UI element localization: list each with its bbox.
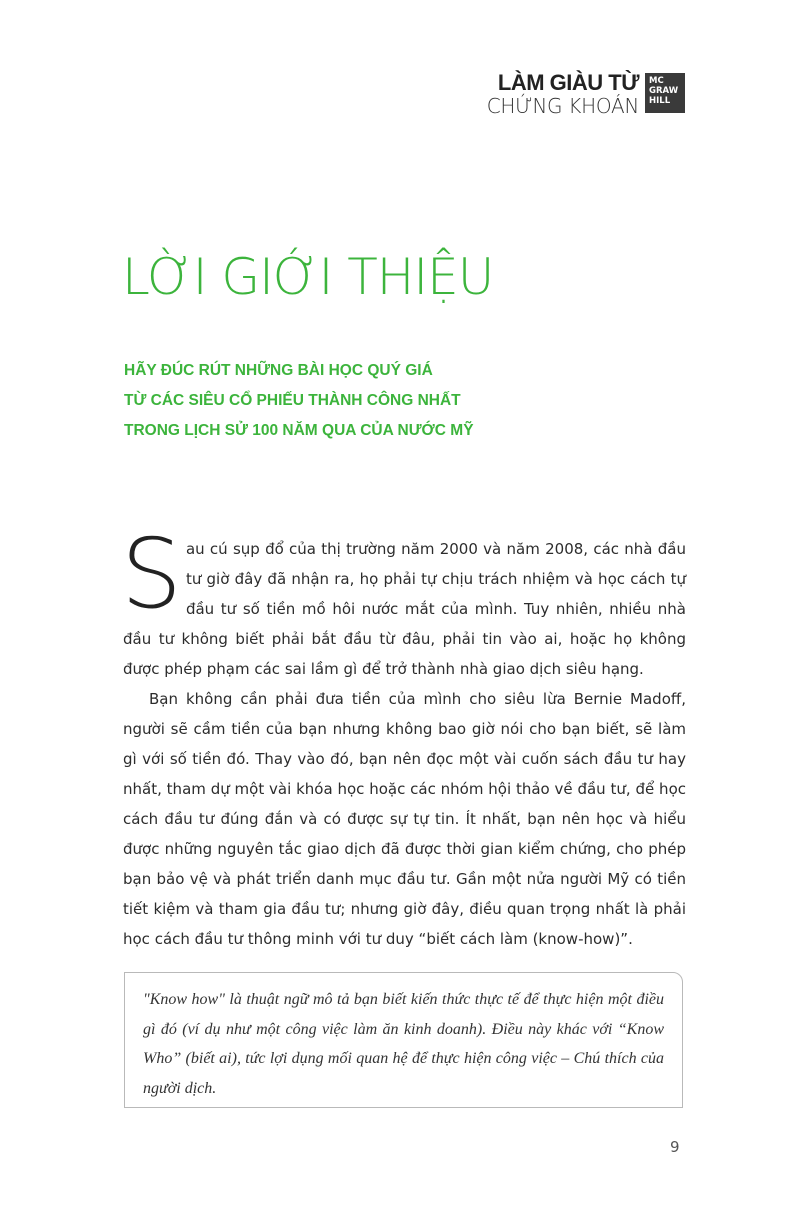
page-number: 9: [670, 1138, 680, 1156]
logo-line: HILL: [649, 96, 671, 106]
body-text: [121, 518, 686, 954]
mcgraw-hill-logo: [645, 73, 685, 113]
paragraph: Bạn không cần phải đưa tiền của mình cho siêu lừa Bernie Madoff, người sẽ cầm tiền của bạn nhưng không bao giờ nói cho bạn biết, sẽ làm gì với số tiền đó. Thay vào đó, bạn nên đọc một vài cuốn sách đầu tư hay nhất, tham dự một vài khóa học hoặc các nhóm hội thảo về đầu tư, để học cách đầu tư đúng đắn và có được sự tự tin. Ít nhất, bạn nên học và hiểu được những nguyên tắc giao dịch đã được thời gian kiểm chứng, cho phép bạn bảo vệ và phát triển danh mục đầu tư. Gần một nửa người Mỹ có tiền tiết kiệm và tham gia đầu tư; nhưng giờ đây, điều quan trọng nhất là phải học cách đầu tư thông minh với tư duy “biết cách làm (know-how)”.: [123, 690, 686, 948]
paragraph: [121, 518, 686, 684]
drop-cap: S: [121, 518, 182, 630]
subtitle-line: TỪ CÁC SIÊU CỔ PHIẾU THÀNH CÔNG NHẤT: [124, 392, 461, 409]
running-header: [487, 72, 685, 118]
translator-note-box: "Know how" là thuật ngữ mô tả bạn biết kiến thức thực tế để thực hiện một điều gì đó (ví dụ như một công việc làm ăn kinh doanh). Điều này khác với “Know Who” (biết ai), tức lợi dụng mối quan hệ để thực hiện công việc – Chú thích của người dịch.: [124, 972, 683, 1108]
book-title-line1: LÀM GIÀU TỪ: [497, 70, 639, 95]
logo-line: MC: [649, 76, 664, 86]
subtitle-line: HÃY ĐÚC RÚT NHỮNG BÀI HỌC QUÝ GIÁ: [124, 362, 433, 379]
logo-line: GRAW: [649, 86, 679, 96]
book-title: [487, 72, 639, 118]
chapter-subtitle: [124, 356, 474, 446]
subtitle-line: TRONG LỊCH SỬ 100 NĂM QUA CỦA NƯỚC MỸ: [124, 422, 474, 439]
chapter-title: LỜI GIỚI THIỆU: [122, 248, 494, 306]
book-title-line2: CHỨNG KHOÁN: [486, 94, 639, 118]
paragraph-text: au cú sụp đổ của thị trường năm 2000 và năm 2008, các nhà đầu tư giờ đây đã nhận ra, họ phải tự chịu trách nhiệm và học cách tự đầu tư số tiền mồ hôi nước mắt của mình. Tuy nhiên, nhiều nhà đầu tư không biết phải bắt đầu từ đâu, phải tin vào ai, hoặc họ không được phép phạm các sai lầm gì để trở thành nhà giao dịch siêu hạng.: [123, 540, 686, 678]
